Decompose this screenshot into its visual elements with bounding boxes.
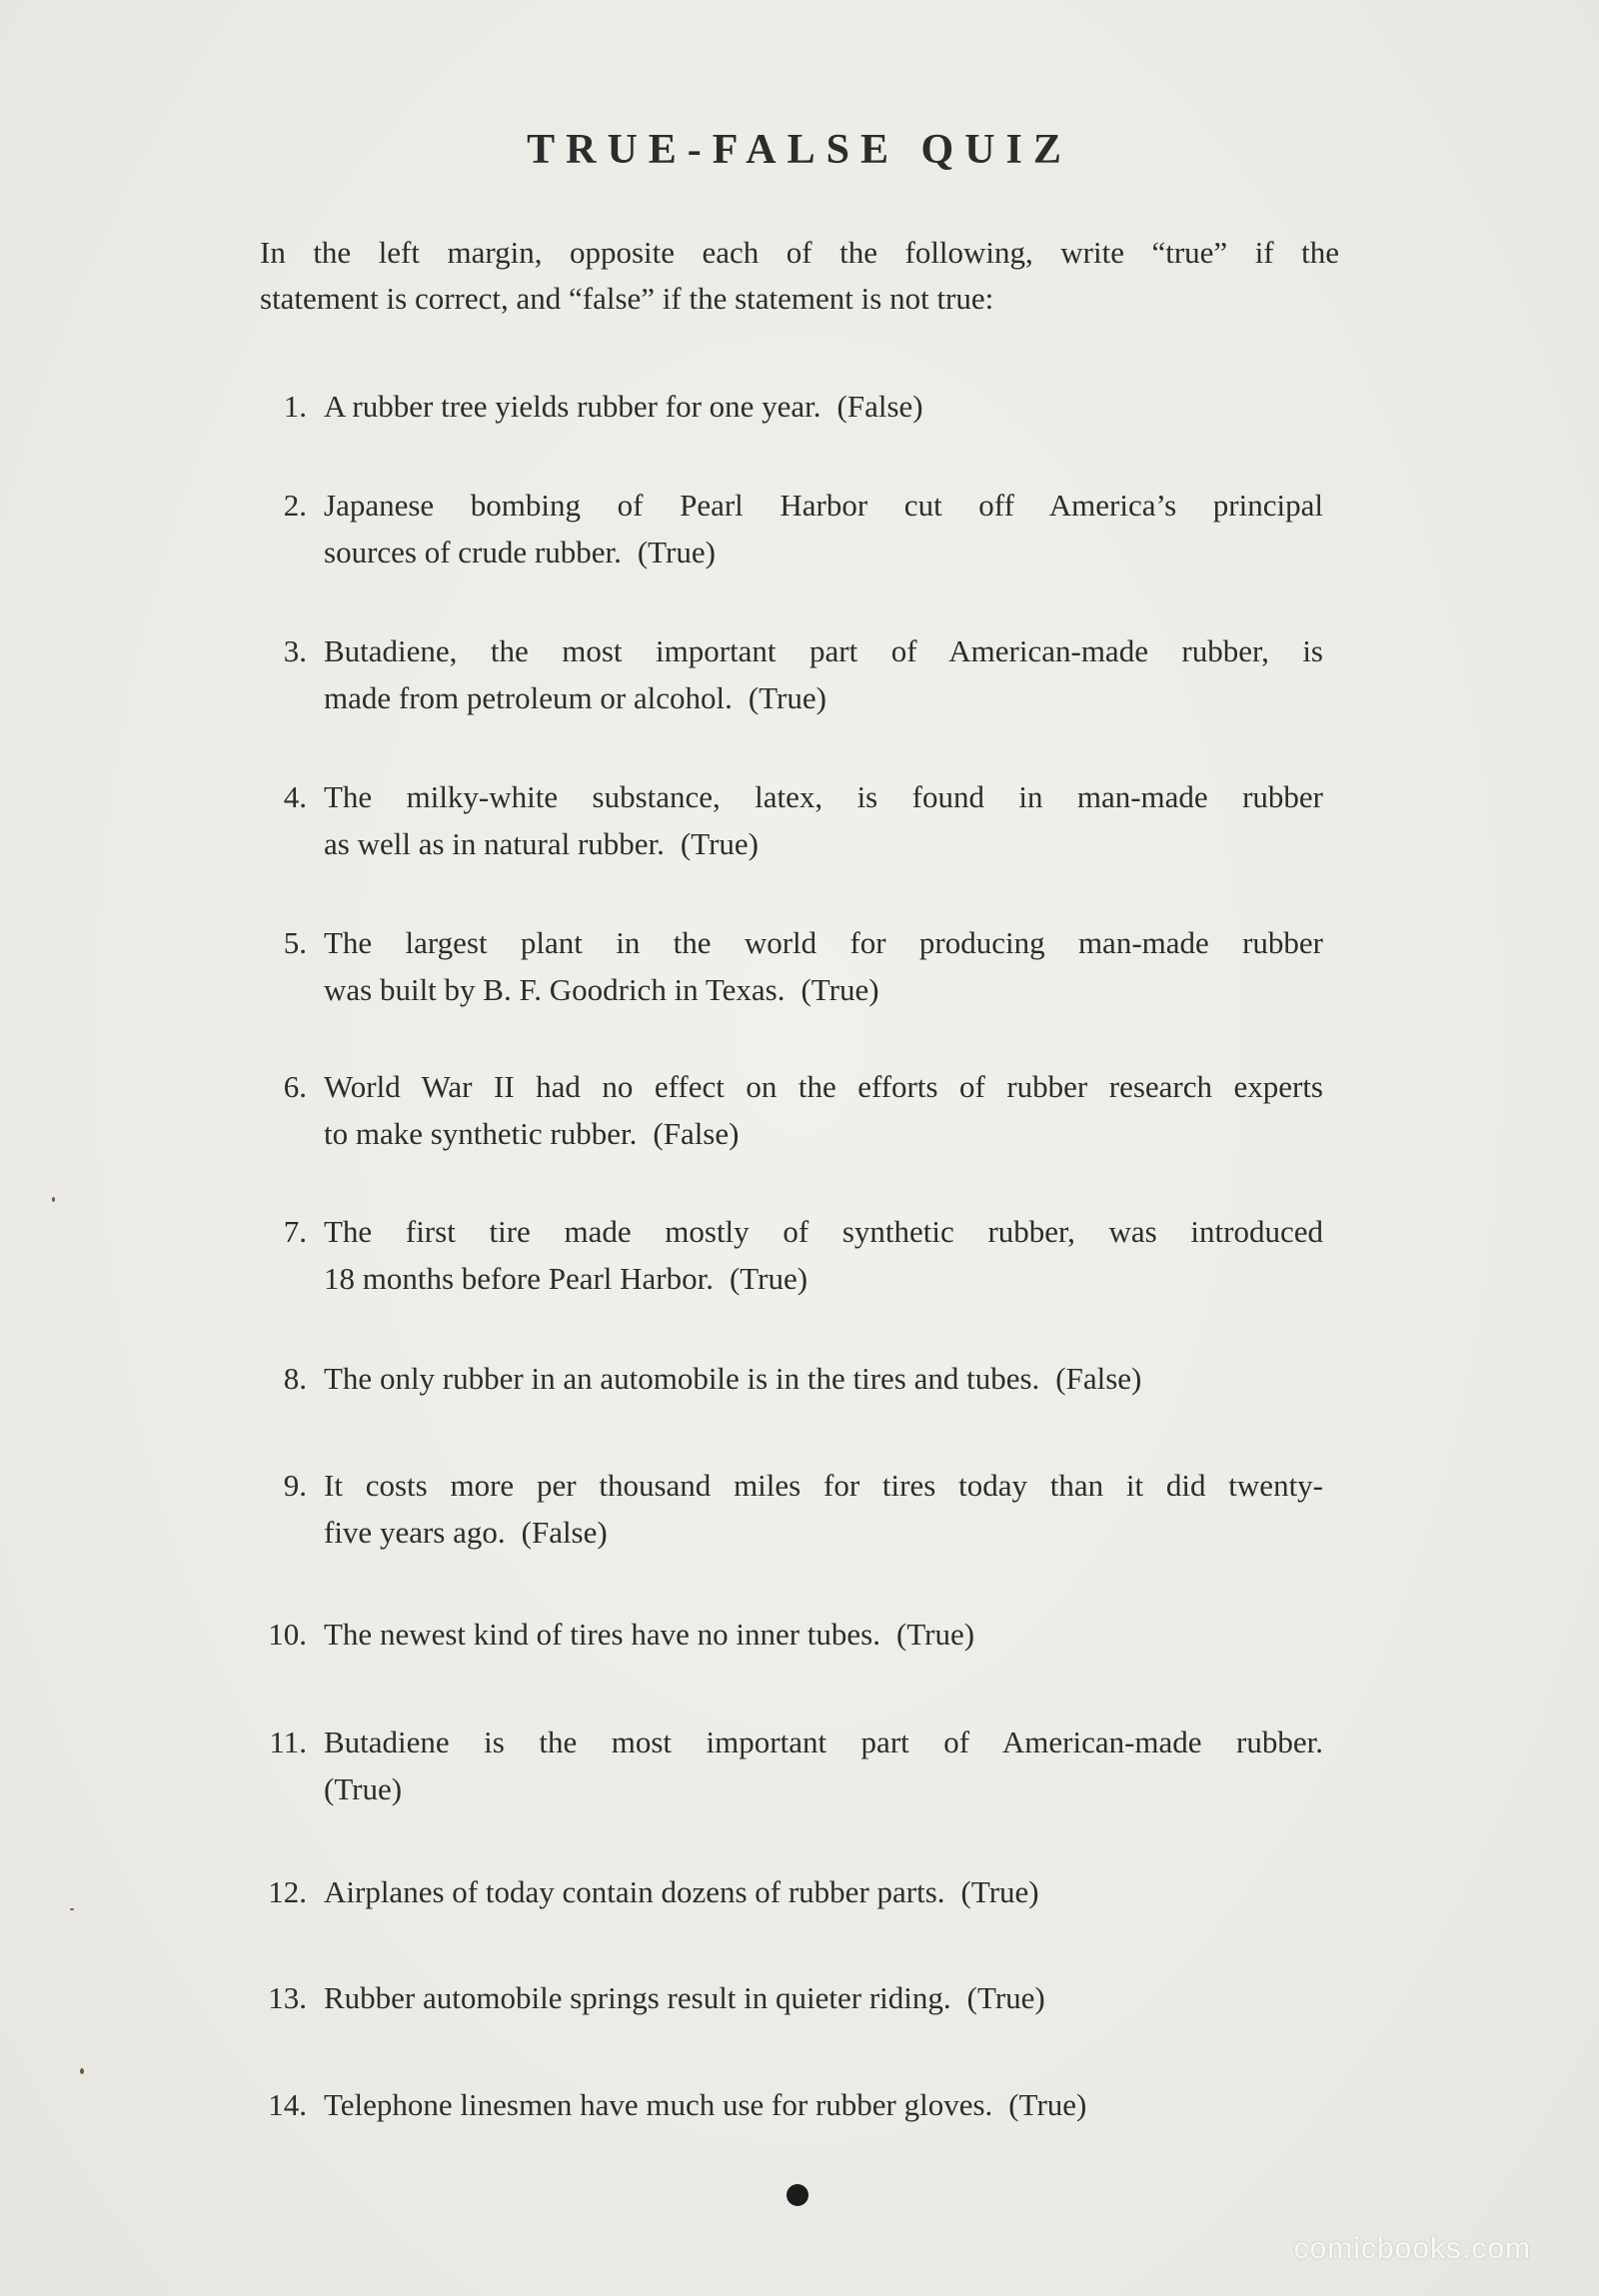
instructions-line-2: statement is correct, and “false” if the statement is not true: xyxy=(260,281,994,316)
item-line xyxy=(324,529,1323,575)
item-number: 9. xyxy=(283,1468,307,1503)
page-bullet-mark xyxy=(787,2184,808,2206)
item-line xyxy=(324,1255,1323,1302)
item-line xyxy=(324,674,1323,721)
item-number: 4. xyxy=(283,779,307,814)
item-text xyxy=(324,383,1323,430)
item-text xyxy=(324,1208,1323,1302)
item-statement: 18 months before Pearl Harbor. xyxy=(324,1261,714,1296)
item-number: 6. xyxy=(283,1069,307,1104)
item-text xyxy=(324,773,1323,867)
item-statement: The only rubber in an automobile is in the tires and tubes. xyxy=(324,1361,1040,1396)
item-text xyxy=(324,1063,1323,1157)
item-line xyxy=(324,966,1323,1013)
instructions-line-1: In the left margin, opposite each of the following, write “true” if the xyxy=(260,235,1339,270)
item-number: 3. xyxy=(283,633,307,668)
item-line: Butadiene, the most important part of American-made rubber, is xyxy=(324,633,1323,668)
item-answer: (True) xyxy=(966,1980,1045,2015)
item-answer: (True) xyxy=(748,680,826,715)
item-answer: (True) xyxy=(896,1617,975,1652)
item-statement: The newest kind of tires have no inner tubes. xyxy=(324,1617,880,1652)
item-statement: was built by B. F. Goodrich in Texas. xyxy=(324,972,786,1007)
item-statement: Telephone linesmen have much use for rubber gloves. xyxy=(324,2087,993,2122)
item-statement: made from petroleum or alcohol. xyxy=(324,680,733,715)
item-number: 12. xyxy=(268,1874,307,1909)
item-text xyxy=(324,2081,1323,2128)
item-number: 7. xyxy=(283,1214,307,1249)
item-statement: Rubber automobile springs result in quieter riding. xyxy=(324,1980,951,2015)
item-line: Butadiene is the most important part of American-made rubber. xyxy=(324,1724,1323,1759)
item-line: World War II had no effect on the efforts of rubber research experts xyxy=(324,1069,1323,1104)
item-statement: sources of crude rubber. xyxy=(324,535,622,570)
item-number: 5. xyxy=(283,925,307,960)
item-answer: (True) xyxy=(637,535,716,570)
item-statement: as well as in natural rubber. xyxy=(324,826,665,861)
item-line xyxy=(324,1974,1323,2021)
item-line xyxy=(324,1509,1323,1556)
item-text xyxy=(324,627,1323,721)
paper-speck xyxy=(80,2068,84,2074)
item-number: 13. xyxy=(268,1980,307,2015)
watermark: comicbooks.com xyxy=(1293,2232,1531,2265)
item-line xyxy=(324,820,1323,867)
item-text xyxy=(324,1611,1323,1658)
item-text xyxy=(324,1355,1323,1402)
item-number: 8. xyxy=(283,1361,307,1396)
item-line: The largest plant in the world for producing man-made rubber xyxy=(324,925,1323,960)
item-number: 14. xyxy=(268,2087,307,2122)
page-title: TRUE-FALSE QUIZ xyxy=(527,127,1072,173)
item-number: 10. xyxy=(268,1617,307,1652)
item-answer: (True) xyxy=(680,826,759,861)
item-statement: to make synthetic rubber. xyxy=(324,1116,638,1151)
item-number: 11. xyxy=(269,1724,307,1759)
item-text xyxy=(324,482,1323,575)
item-answer: (True) xyxy=(324,1771,403,1806)
item-answer: (True) xyxy=(1008,2087,1087,2122)
item-line: The first tire made mostly of synthetic rubber, was introduced xyxy=(324,1214,1323,1249)
item-line: The milky-white substance, latex, is found in man-made rubber xyxy=(324,779,1323,814)
item-text xyxy=(324,919,1323,1013)
item-statement: Airplanes of today contain dozens of rubber parts. xyxy=(324,1874,945,1909)
item-line: Japanese bombing of Pearl Harbor cut off America’s principal xyxy=(324,488,1323,523)
item-line xyxy=(324,1611,1323,1658)
paper-speck xyxy=(70,1908,74,1910)
paper-speck xyxy=(52,1197,55,1202)
item-answer: (True) xyxy=(800,972,879,1007)
item-statement: five years ago. xyxy=(324,1515,506,1550)
item-answer: (True) xyxy=(729,1261,808,1296)
item-line xyxy=(324,2081,1323,2128)
item-answer: (False) xyxy=(1055,1361,1142,1396)
item-answer: (True) xyxy=(960,1874,1039,1909)
item-line xyxy=(324,1355,1323,1402)
item-number: 1. xyxy=(283,389,307,424)
item-answer: (False) xyxy=(653,1116,740,1151)
item-text xyxy=(324,1868,1323,1915)
item-text xyxy=(324,1974,1323,2021)
item-statement: A rubber tree yields rubber for one year. xyxy=(324,389,821,424)
item-line: It costs more per thousand miles for tires today than it did twenty- xyxy=(324,1468,1323,1503)
item-text xyxy=(324,1719,1323,1812)
item-line xyxy=(324,1110,1323,1157)
item-line xyxy=(324,1765,1323,1812)
item-answer: (False) xyxy=(836,389,923,424)
item-line xyxy=(324,383,1323,430)
item-text xyxy=(324,1462,1323,1556)
instructions xyxy=(260,230,1339,322)
item-number: 2. xyxy=(283,488,307,523)
item-answer: (False) xyxy=(521,1515,608,1550)
item-line xyxy=(324,1868,1323,1915)
